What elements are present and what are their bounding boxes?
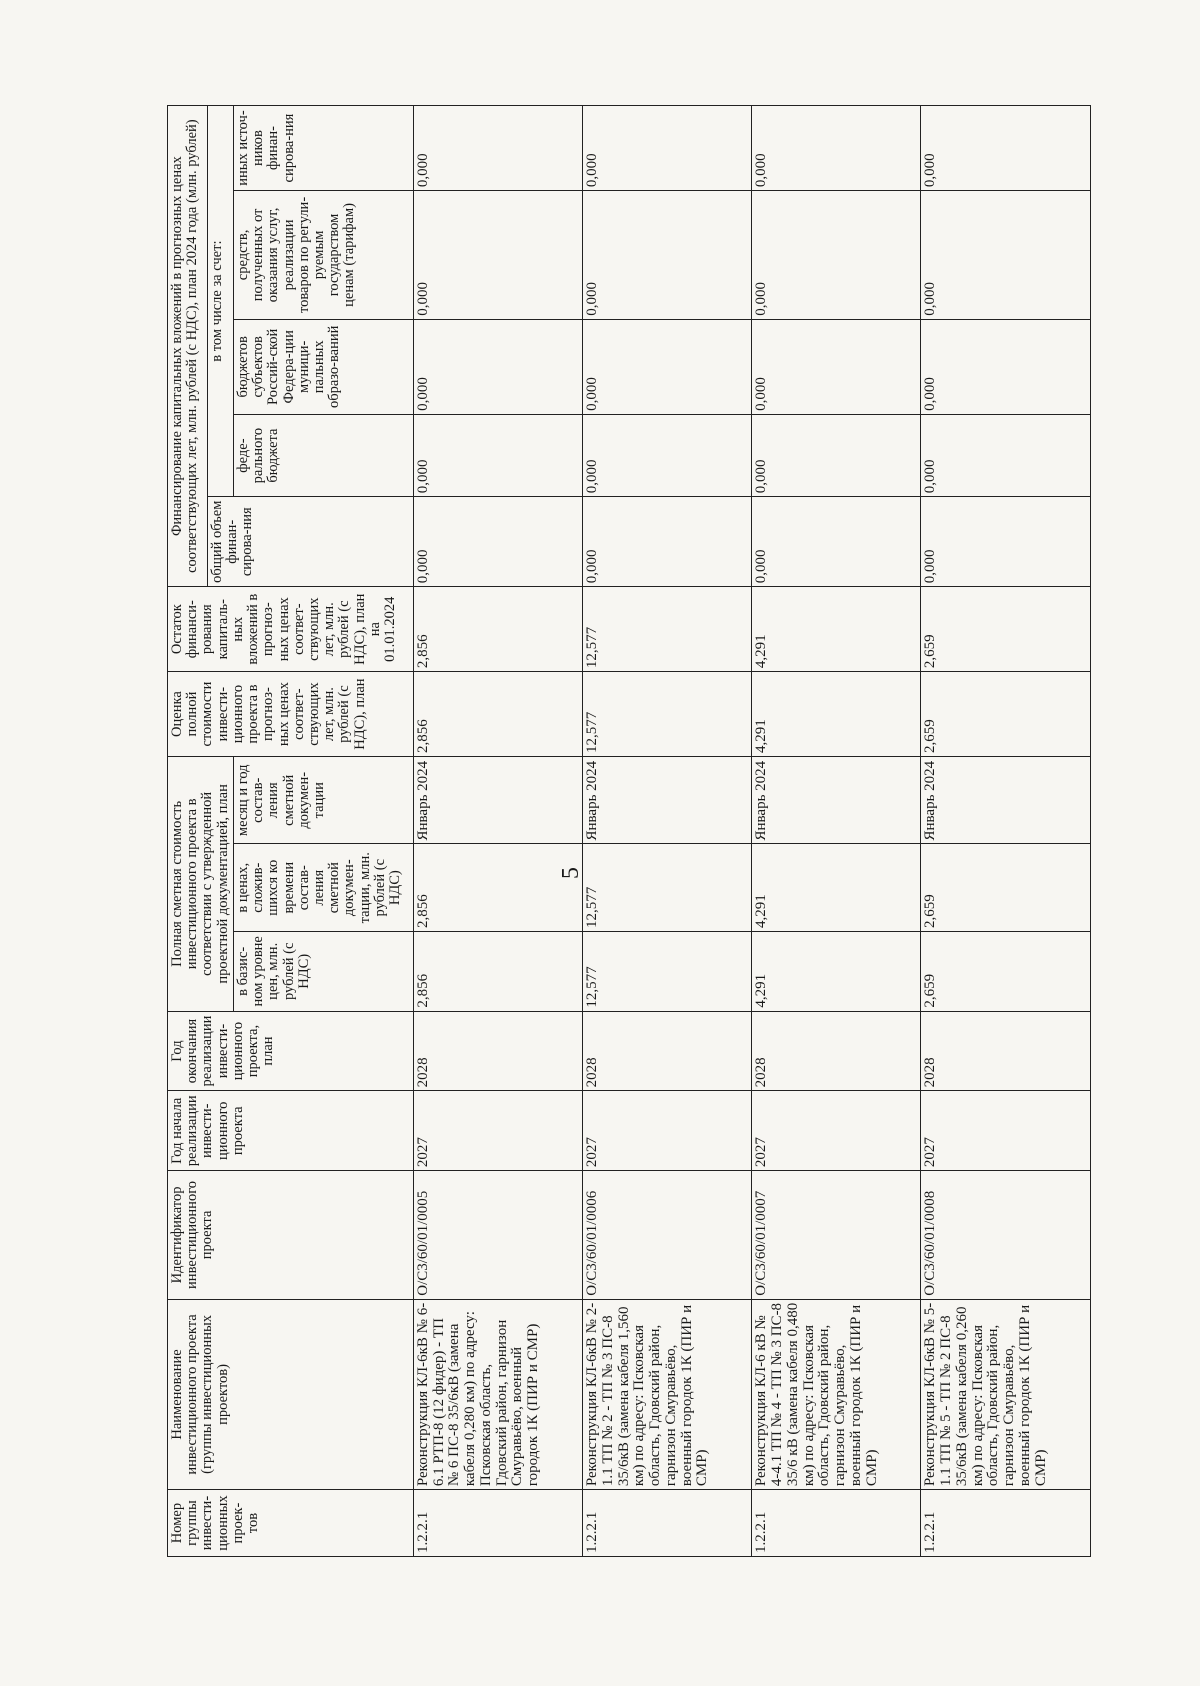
cell-regional: 0,000 <box>583 319 752 414</box>
header-identifier: Идентификатор инвестиционного проекта <box>168 1171 414 1300</box>
header-regional: бюджетов субъектов Россий-ской Федера-ции муници-пальных образо-ваний <box>233 319 413 414</box>
cell-federal: 0,000 <box>583 414 752 496</box>
cell-remain: 4,291 <box>752 587 921 672</box>
cell-group: 1.2.2.1 <box>752 1490 921 1557</box>
cell-start: 2027 <box>413 1091 582 1171</box>
table-row <box>921 106 1090 1557</box>
header-project-name: Наименование инвестиционного проекта (группы инвестиционных проектов) <box>168 1299 414 1489</box>
cell-full: 12,577 <box>583 672 752 757</box>
cell-start: 2027 <box>921 1091 1090 1171</box>
cell-base: 4,291 <box>752 931 921 1011</box>
cell-current: 2,659 <box>921 844 1090 931</box>
cell-start: 2027 <box>752 1091 921 1171</box>
cell-federal: 0,000 <box>921 414 1090 496</box>
cell-base: 2,856 <box>413 931 582 1011</box>
cell-base: 12,577 <box>583 931 752 1011</box>
table-row <box>583 106 752 1557</box>
cell-group: 1.2.2.1 <box>413 1490 582 1557</box>
cell-date: Январь 2024 <box>752 757 921 844</box>
cell-federal: 0,000 <box>752 414 921 496</box>
cell-end: 2028 <box>921 1011 1090 1091</box>
header-group-number: Номер группы инвести-ционных проек-тов <box>168 1490 414 1557</box>
investment-table <box>167 105 1091 1557</box>
cell-name: Реконструкция КЛ-6кВ № 5-1.1 ТП № 5 - ТП № 2 ПС-8 35/6кВ (замена кабеля 0,260 км) по адресу: Псковская область, Гдовский район, гарнизон Смуравьёво, военный городок 1К (ПИР и СМР) <box>921 1299 1090 1489</box>
cell-total: 0,000 <box>752 497 921 587</box>
cell-id: O/C3/60/01/0007 <box>752 1171 921 1300</box>
cell-federal: 0,000 <box>413 414 582 496</box>
header-estimate-current: в ценах, сложив-шихся ко времени состав-ления сметной докумен-тации, млн. рублей (с НДС) <box>233 844 413 931</box>
cell-regional: 0,000 <box>921 319 1090 414</box>
cell-current: 12,577 <box>583 844 752 931</box>
cell-tariff: 0,000 <box>413 191 582 320</box>
header-start-year: Год начала реализации инвести-ционного проекта <box>168 1091 414 1171</box>
cell-other: 0,000 <box>752 106 921 191</box>
header-other: иных источ-ников финан-сирова-ния <box>233 106 413 191</box>
cell-end: 2028 <box>752 1011 921 1091</box>
table-row <box>413 106 582 1557</box>
cell-total: 0,000 <box>413 497 582 587</box>
header-federal: феде-рального бюджета <box>233 414 413 496</box>
cell-full: 2,659 <box>921 672 1090 757</box>
page-number: 5 <box>558 867 584 879</box>
cell-tariff: 0,000 <box>583 191 752 320</box>
cell-name: Реконструкция КЛ-6кВ № 2-1.1 ТП № 2 - ТП № 3 ПС-8 35/6кВ (замена кабеля 1,560 км) по адресу: Псковская область, Гдовский район, гарнизон Смуравьёво, военный городок 1К (ПИР и СМР) <box>583 1299 752 1489</box>
header-financing-group: Финансирование капитальных вложений в прогнозных ценах соответствующих лет, млн. рублей (с НДС), план 2024 года (млн. рублей) <box>168 106 208 587</box>
cell-date: Январь 2024 <box>413 757 582 844</box>
cell-id: O/C3/60/01/0008 <box>921 1171 1090 1300</box>
cell-full: 4,291 <box>752 672 921 757</box>
cell-base: 2,659 <box>921 931 1090 1011</box>
cell-date: Январь 2024 <box>921 757 1090 844</box>
cell-tariff: 0,000 <box>752 191 921 320</box>
rotated-sheet <box>167 105 1085 1557</box>
header-estimate-group: Полная сметная стоимость инвестиционного проекта в соответствии с утвержденной проектной документацией, план <box>168 757 234 1012</box>
cell-full: 2,856 <box>413 672 582 757</box>
header-including: в том числе за счет: <box>208 106 234 497</box>
cell-current: 4,291 <box>752 844 921 931</box>
cell-remain: 2,856 <box>413 587 582 672</box>
header-remaining: Остаток финанси-рования капиталь-ных вложений в прогноз-ных ценах соответ-ствующих лет, млн. рублей (с НДС), план на 01.01.2024 <box>168 587 414 672</box>
cell-current: 2,856 <box>413 844 582 931</box>
cell-id: O/C3/60/01/0006 <box>583 1171 752 1300</box>
header-end-year: Год окончания реализации инвести-ционного проекта, план <box>168 1011 414 1091</box>
cell-other: 0,000 <box>921 106 1090 191</box>
cell-remain: 2,659 <box>921 587 1090 672</box>
cell-end: 2028 <box>413 1011 582 1091</box>
table-row <box>752 106 921 1557</box>
header-estimate-date: месяц и год состав-ления сметной докумен-тации <box>233 757 413 844</box>
cell-regional: 0,000 <box>752 319 921 414</box>
header-tariff: средств, полученных от оказания услуг, реализации товаров по регули-руемым государством ценам (тарифам) <box>233 191 413 320</box>
cell-other: 0,000 <box>413 106 582 191</box>
cell-regional: 0,000 <box>413 319 582 414</box>
cell-name: Реконструкция КЛ-6кВ № 6-6.1 РТП-8 (12 фидер) - ТП № 6 ПС-8 35/6кВ (замена кабеля 0,280 км) по адресу: Псковская область, Гдовский район, гарнизон Смуравьёво, военный городок 1К (ПИР и СМР) <box>413 1299 582 1489</box>
cell-other: 0,000 <box>583 106 752 191</box>
cell-remain: 12,577 <box>583 587 752 672</box>
cell-name: Реконструкция КЛ-6 кВ № 4-4.1 ТП № 4 - ТП № 3 ПС-8 35/6 кВ (замена кабеля 0,480 км) по адресу: Псковская область, Гдовский район, гарнизон Смуравьёво, военный городок 1К (ПИР и СМР) <box>752 1299 921 1489</box>
cell-start: 2027 <box>583 1091 752 1171</box>
header-estimate-base: в базис-ном уровне цен, млн. рублей (с НДС) <box>233 931 413 1011</box>
cell-date: Январь 2024 <box>583 757 752 844</box>
cell-total: 0,000 <box>921 497 1090 587</box>
cell-tariff: 0,000 <box>921 191 1090 320</box>
header-full-cost: Оценка полной стоимости инвести-ционного проекта в прогноз-ных ценах соответ-ствующих лет, млн. рублей (с НДС), план <box>168 672 414 757</box>
cell-group: 1.2.2.1 <box>921 1490 1090 1557</box>
cell-id: O/C3/60/01/0005 <box>413 1171 582 1300</box>
header-total-volume: общий объем финан-сирова-ния <box>208 497 414 587</box>
cell-end: 2028 <box>583 1011 752 1091</box>
cell-total: 0,000 <box>583 497 752 587</box>
cell-group: 1.2.2.1 <box>583 1490 752 1557</box>
